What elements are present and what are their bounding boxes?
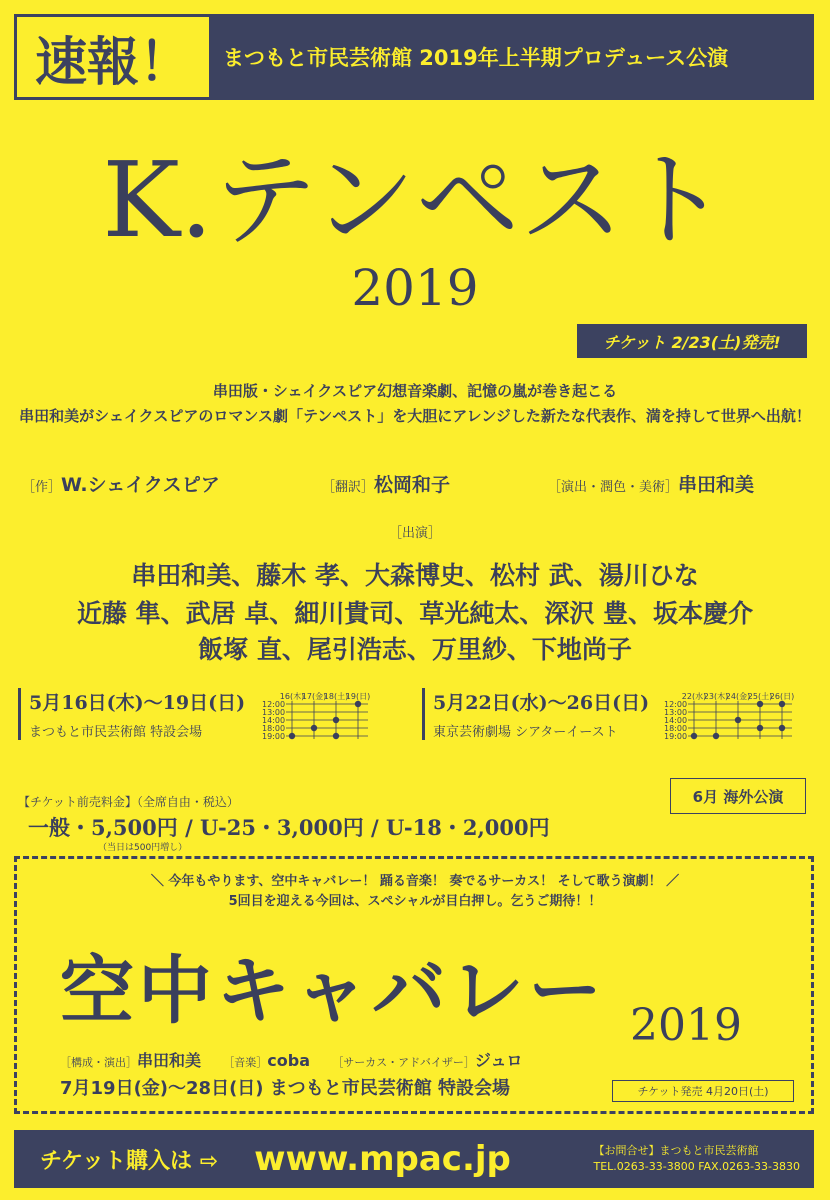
cabaret-date: 7月19日(金)～28日(日) まつもと市民芸術館 特設会場 [60,1078,511,1099]
schedule-day-label: 17(金) [301,692,327,701]
performance-dot [355,701,361,707]
cast-line-1: 串田和美、藤木 孝、大森博史、松村 武、湯川ひな [131,561,699,590]
cast-line-3: 飯塚 直、尾引浩志、万里紗、下地尚子 [198,635,632,664]
credit-label: ［翻訳］ [322,480,375,495]
schedule-time-label: 13:00 [262,708,286,717]
credit-director [548,470,754,497]
credit-value: 串田和美 [678,474,755,496]
credit-label: ［演出・潤色・美術］ [548,480,679,495]
schedule-time-label: 19:00 [664,732,688,741]
credit-label: ［作］ [22,480,62,495]
price-line: 一般・5,500円 / U-25・3,000円 / U-18・2,000円 [28,815,550,840]
lead-line-2: 串田和美がシェイクスピアのロマンス劇「テンペスト」を大胆にアレンジした新たな代表作、満を持して世界へ出航！ [19,407,811,425]
performance-dot [757,701,763,707]
footer-buy-text: チケット購入は ⇨ [40,1148,219,1174]
schedule-time-label: 12:00 [664,700,688,709]
schedule-time-label: 14:00 [262,716,286,725]
schedule-time-label: 18:00 [664,724,688,733]
breaking-badge: 速報！ [17,17,209,97]
contact-line-2: TEL.0263-33-3800 FAX.0263-33-3830 [593,1160,800,1173]
credit-label: ［構成・演出］ [60,1056,137,1069]
cast-label: ［出演］ [388,526,441,541]
cabaret-credits [60,1048,523,1071]
performance-dot [735,717,741,723]
credit-translator [322,470,450,497]
banner-text: まつもと市民芸術館 2019年上半期プロデュース公演 [223,46,729,70]
lead-line-1: 串田版・シェイクスピア幻想音楽劇、記憶の嵐が巻き起こる [212,382,618,400]
contact-line-1: 【お問合せ】まつもと市民芸術館 [593,1144,759,1157]
schedule-time-label: 18:00 [262,724,286,733]
schedule-day-label: 22(水) [681,692,707,701]
credit-value: 串田和美 [137,1051,202,1070]
schedule-time-label: 13:00 [664,708,688,717]
schedule-day-label: 19(日) [345,692,371,701]
price-label: 【チケット前売料金】（全席自由・税込） [18,795,239,809]
credit-value: 松岡和子 [374,474,451,496]
price-note: （当日は500円増し） [98,843,188,853]
schedule-time-label: 14:00 [664,716,688,725]
credit-value: W.シェイクスピア [61,474,220,496]
cabaret-ticket-box: チケット発売 4月20日(土) [612,1080,794,1102]
performance-dot [289,733,295,739]
schedule-day-label: 23(木) [703,692,729,701]
schedule-day-label: 16(木) [279,692,305,701]
schedule-day-label: 26(日) [769,692,795,701]
schedule-day-label: 25(土) [747,692,773,701]
schedule-grid-tokyo [664,690,814,748]
top-banner [14,14,814,100]
schedule-day-label: 24(金) [725,692,751,701]
performance-dot [779,701,785,707]
footer-bar [14,1130,814,1188]
venue-date: 5月16日(木)～19日(日) [29,692,246,714]
website-link[interactable]: www.mpac.jp [254,1139,511,1179]
venue-place: 東京芸術劇場 シアターイースト [433,725,618,740]
performance-dot [691,733,697,739]
cabaret-year: 2019 [630,1000,742,1051]
cabaret-title: 空中キャバレー [60,948,606,1034]
credit-label: ［サーカス・アドバイザー］ [332,1056,475,1069]
main-title: K.テンペスト [102,139,728,261]
overseas-tour-box: 6月 海外公演 [670,778,806,814]
credit-author [22,470,220,497]
schedule-time-label: 19:00 [262,732,286,741]
footer-contact [593,1143,800,1175]
schedule-grid-matsumoto [262,690,412,748]
credit-value: ジュロ [474,1051,523,1070]
performance-dot [333,733,339,739]
schedule-time-label: 12:00 [262,700,286,709]
cast-line-2: 近藤 隼、武居 卓、細川貴司、草光純太、深沢 豊、坂本慶介 [76,599,754,628]
performance-dot [311,725,317,731]
ticket-release-tag: チケット 2/23(土)発売! [577,324,807,358]
performance-dot [713,733,719,739]
venue-tokyo [422,688,649,740]
performance-dot [757,725,763,731]
performance-dot [333,717,339,723]
performance-dot [779,725,785,731]
venue-matsumoto [18,688,245,740]
venue-date: 5月22日(水)～26日(日) [433,692,650,714]
main-year: 2019 [351,259,479,317]
cabaret-tagline-1: ＼ 今年もやります、空中キャバレー！ 踊る音楽！ 奏でるサーカス！ そして歌う演劇！ ／ [150,874,680,889]
venue-place: まつもと市民芸術館 特設会場 [29,725,203,740]
schedule-day-label: 18(土) [323,692,349,701]
cabaret-tagline-2: 5回目を迎える今回は、スペシャルが目白押し。乞うご期待！！ [228,894,602,909]
credit-label: ［音楽］ [223,1056,268,1069]
credit-value: coba [267,1051,311,1070]
